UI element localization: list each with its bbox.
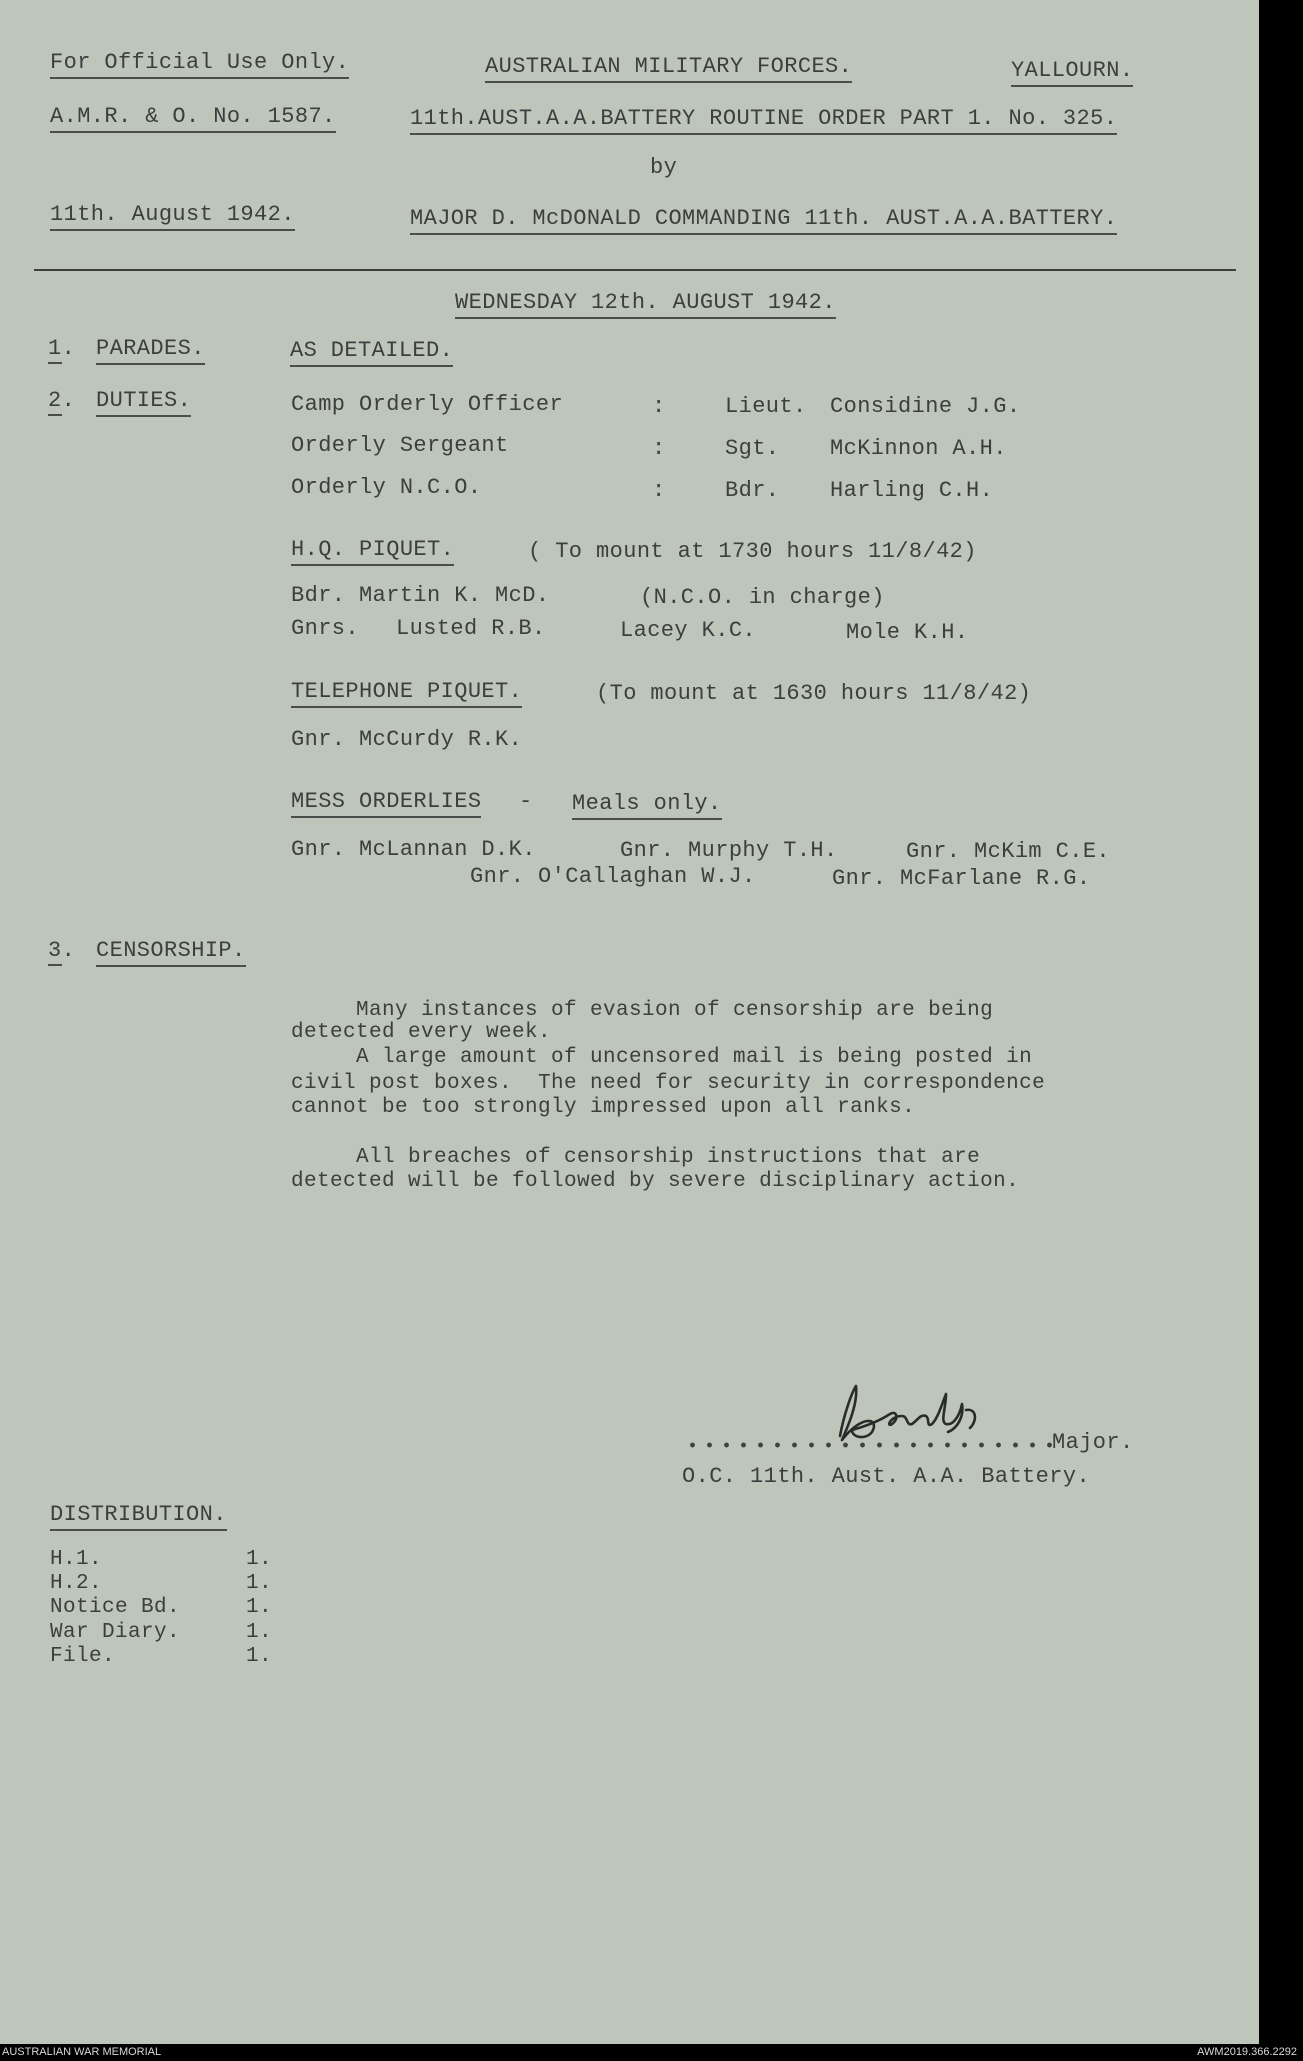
- hq-piquet-gnrs-label: Gnrs.: [291, 616, 360, 641]
- duty-role: Orderly Sergeant: [291, 433, 509, 458]
- distribution-item: H.2.: [50, 1572, 103, 1595]
- hq-piquet-note: ( To mount at 1730 hours 11/8/42): [528, 539, 977, 564]
- distribution-item: File.: [50, 1645, 116, 1668]
- duty-rank: Bdr.: [725, 478, 780, 503]
- section-number-3: 3.: [48, 938, 75, 964]
- hq-piquet-title: H.Q. PIQUET.: [291, 537, 454, 566]
- duty-name: Considine J.G.: [830, 394, 1021, 419]
- parades-value: AS DETAILED.: [290, 338, 453, 367]
- censorship-line: detected will be followed by severe disciplinary action.: [291, 1170, 1020, 1193]
- footer-accession-number: AWM2019.366.2292: [1197, 2046, 1297, 2058]
- mess-orderly: Gnr. O'Callaghan W.J.: [470, 864, 756, 889]
- duty-role: Orderly N.C.O.: [291, 475, 482, 500]
- amro-number: A.M.R. & O. No. 1587.: [50, 104, 336, 133]
- duty-role: Camp Orderly Officer: [291, 392, 564, 417]
- signature-rank: Major.: [1052, 1430, 1134, 1455]
- distribution-count: 1.: [246, 1548, 273, 1571]
- distribution-count: 1.: [246, 1596, 273, 1619]
- footer-institution: AUSTRALIAN WAR MEMORIAL: [2, 2046, 162, 2058]
- censorship-line: All breaches of censorship instructions that are: [356, 1146, 981, 1169]
- mess-orderly: Gnr. McKim C.E.: [906, 839, 1111, 864]
- distribution-item: War Diary.: [50, 1621, 181, 1644]
- distribution-count: 1.: [246, 1572, 273, 1595]
- section-number-2: 2.: [48, 388, 75, 414]
- mess-orderlies-note: Meals only.: [572, 791, 722, 820]
- distribution-item: Notice Bd.: [50, 1596, 181, 1619]
- duty-name: McKinnon A.H.: [830, 436, 1007, 461]
- forces-heading: AUSTRALIAN MILITARY FORCES.: [485, 54, 852, 83]
- parades-label: PARADES.: [96, 336, 205, 365]
- censorship-label: CENSORSHIP.: [96, 938, 246, 967]
- hq-piquet-gunner: Mole K.H.: [846, 620, 969, 645]
- mess-orderlies-dash: -: [519, 789, 533, 814]
- commander-line: MAJOR D. McDONALD COMMANDING 11th. AUST.A.A.BATTERY.: [410, 206, 1117, 235]
- duty-separator: :: [652, 478, 666, 503]
- archive-footer: [0, 2044, 1303, 2061]
- mess-orderly: Gnr. Murphy T.H.: [620, 838, 838, 863]
- censorship-line: detected every week.: [291, 1021, 552, 1044]
- censorship-line: civil post boxes. The need for security in correspondence: [291, 1072, 1046, 1095]
- duty-separator: :: [652, 436, 666, 461]
- hq-piquet-gunner: Lusted R.B.: [396, 616, 546, 641]
- duty-separator: :: [652, 394, 666, 419]
- telephone-piquet-title: TELEPHONE PIQUET.: [291, 679, 522, 708]
- order-title: 11th.AUST.A.A.BATTERY ROUTINE ORDER PART 1. No. 325.: [410, 106, 1117, 135]
- distribution-item: H.1.: [50, 1548, 103, 1571]
- mess-orderly: Gnr. McLannan D.K.: [291, 837, 536, 862]
- distribution-title: DISTRIBUTION.: [50, 1502, 227, 1531]
- duty-rank: Sgt.: [725, 436, 780, 461]
- section-number-1: 1.: [48, 336, 75, 362]
- distribution-count: 1.: [246, 1621, 273, 1644]
- censorship-line: A large amount of uncensored mail is being posted in: [356, 1046, 1033, 1069]
- censorship-line: Many instances of evasion of censorship are being: [356, 999, 994, 1022]
- official-use-line: For Official Use Only.: [50, 50, 349, 79]
- mess-orderly: Gnr. McFarlane R.G.: [832, 866, 1091, 891]
- by-line: by: [650, 155, 678, 180]
- day-heading: WEDNESDAY 12th. AUGUST 1942.: [455, 290, 836, 319]
- telephone-piquet-note: (To mount at 1630 hours 11/8/42): [596, 681, 1032, 706]
- location: YALLOURN.: [1011, 58, 1133, 87]
- header-divider: [34, 269, 1236, 271]
- duties-label: DUTIES.: [96, 388, 191, 417]
- signature-dotted-line: [684, 1441, 1052, 1449]
- mess-orderlies-title: MESS ORDERLIES: [291, 789, 481, 818]
- telephone-piquet-member: Gnr. McCurdy R.K.: [291, 727, 523, 752]
- hq-piquet-nco-note: (N.C.O. in charge): [640, 585, 885, 610]
- censorship-line: cannot be too strongly impressed upon all ranks.: [291, 1096, 916, 1119]
- signature-unit: O.C. 11th. Aust. A.A. Battery.: [682, 1464, 1091, 1489]
- hq-piquet-nco: Bdr. Martin K. McD.: [291, 583, 550, 608]
- distribution-count: 1.: [246, 1645, 273, 1668]
- duty-rank: Lieut.: [725, 394, 807, 419]
- order-date: 11th. August 1942.: [50, 202, 295, 231]
- duty-name: Harling C.H.: [830, 478, 994, 503]
- hq-piquet-gunner: Lacey K.C.: [620, 618, 757, 643]
